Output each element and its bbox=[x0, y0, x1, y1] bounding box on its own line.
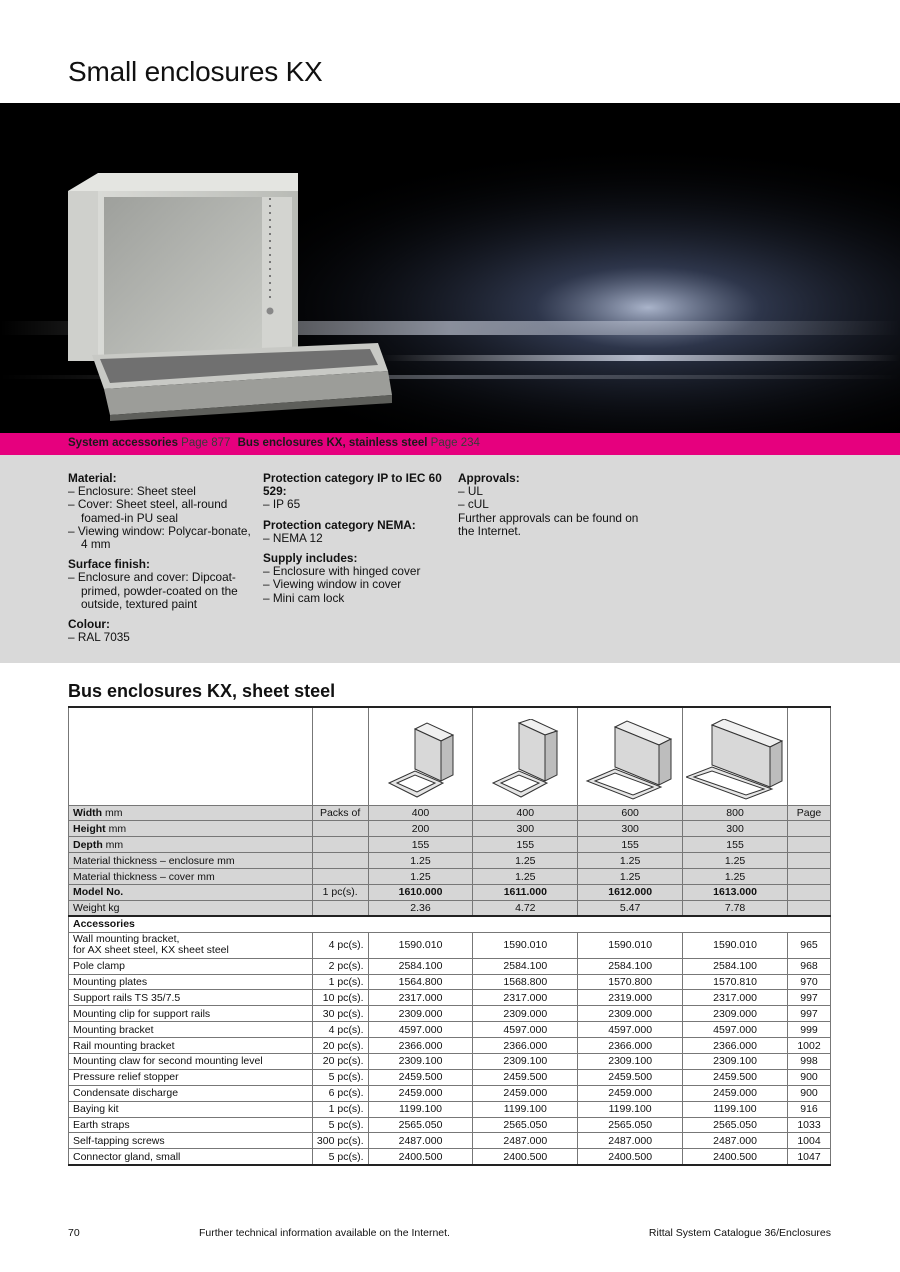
approvals-note: Further approvals can be found on the Internet. bbox=[458, 510, 639, 538]
supply-item: – Viewing window in cover bbox=[263, 577, 402, 592]
table-row-depth: Depth mm 155 155 155 155 bbox=[69, 837, 831, 853]
stainless-steel-page: Page 234 bbox=[430, 437, 480, 449]
ip-heading: Protection category IP to IEC 60 529: bbox=[263, 471, 442, 499]
nema-item: – NEMA 12 bbox=[263, 530, 323, 545]
table-row-width: Width mm Packs of 400 400 600 800 Page bbox=[69, 805, 831, 821]
specs-column-material bbox=[68, 472, 253, 644]
page-title: Small enclosures KX bbox=[68, 56, 323, 87]
footer-page-number: 70 bbox=[68, 1227, 80, 1239]
product-image-1610 bbox=[368, 707, 473, 805]
specifications-panel bbox=[0, 455, 900, 663]
table-row: Mounting plates 1 pc(s). 1564.800 1568.800 1570.800 1570.810 970 bbox=[69, 974, 831, 990]
surface-item: – Enclosure and cover: Dipcoat-primed, powder-coated on the outside, textured paint bbox=[68, 570, 238, 611]
table-row: Pressure relief stopper 5 pc(s). 2459.500 2459.500 2459.500 2459.500 900 bbox=[69, 1069, 831, 1085]
product-image-1613 bbox=[683, 707, 788, 805]
table-row-weight: Weight kg 2.36 4.72 5.47 7.78 bbox=[69, 900, 831, 916]
specs-column-approvals bbox=[458, 472, 643, 538]
colour-item: – RAL 7035 bbox=[68, 630, 130, 645]
product-hero-image bbox=[0, 103, 900, 433]
footer-center-text: Further technical information available on the Internet. bbox=[199, 1227, 450, 1239]
approvals-item: – cUL bbox=[458, 497, 489, 512]
product-table bbox=[68, 706, 831, 1166]
table-row: Connector gland, small 5 pc(s). 2400.500 2400.500 2400.500 2400.500 1047 bbox=[69, 1149, 831, 1165]
system-accessories-page: Page 877 bbox=[181, 437, 231, 449]
related-links-bar bbox=[0, 433, 900, 455]
footer-catalogue-name: Rittal System Catalogue 36/Enclosures bbox=[648, 1227, 831, 1239]
table-row: Rail mounting bracket 20 pc(s). 2366.000 2366.000 2366.000 2366.000 1002 bbox=[69, 1038, 831, 1054]
table-row-mt-enclosure: Material thickness – enclosure mm 1.25 1.25 1.25 1.25 bbox=[69, 853, 831, 869]
table-row: Mounting bracket 4 pc(s). 4597.000 4597.000 4597.000 4597.000 999 bbox=[69, 1022, 831, 1038]
table-row: Condensate discharge 6 pc(s). 2459.000 2459.000 2459.000 2459.000 900 bbox=[69, 1085, 831, 1101]
table-row: Self-tapping screws 300 pc(s). 2487.000 2487.000 2487.000 2487.000 1004 bbox=[69, 1133, 831, 1149]
section-title: Bus enclosures KX, sheet steel bbox=[68, 681, 336, 701]
surface-heading: Surface finish: bbox=[68, 557, 150, 572]
system-accessories-link[interactable]: System accessories bbox=[68, 437, 178, 449]
nema-heading: Protection category NEMA: bbox=[263, 517, 416, 532]
table-row: Mounting clip for support rails 30 pc(s). 2309.000 2309.000 2309.000 2309.000 997 bbox=[69, 1006, 831, 1022]
product-image-1611 bbox=[473, 707, 578, 805]
table-row: Earth straps 5 pc(s). 2565.050 2565.050 2565.050 2565.050 1033 bbox=[69, 1117, 831, 1133]
product-image-1612 bbox=[578, 707, 683, 805]
material-item: – Enclosure: Sheet steel bbox=[68, 484, 196, 499]
table-row-height: Height mm 200 300 300 300 bbox=[69, 821, 831, 837]
material-heading: Material: bbox=[68, 471, 117, 485]
table-row: Baying kit 1 pc(s). 1199.100 1199.100 1199.100 1199.100 916 bbox=[69, 1101, 831, 1117]
table-row-accessories-header: Accessories bbox=[69, 916, 831, 932]
table-row: Support rails TS 35/7.5 10 pc(s). 2317.000 2317.000 2319.000 2317.000 997 bbox=[69, 990, 831, 1006]
material-item: – Viewing window: Polycar-bonate, 4 mm bbox=[68, 523, 251, 552]
table-row-mt-cover: Material thickness – cover mm 1.25 1.25 1.25 1.25 bbox=[69, 869, 831, 885]
specs-column-protection bbox=[263, 472, 448, 605]
approvals-heading: Approvals: bbox=[458, 471, 520, 485]
table-row: Pole clamp 2 pc(s). 2584.100 2584.100 2584.100 2584.100 968 bbox=[69, 958, 831, 974]
supply-item: – Enclosure with hinged cover bbox=[263, 564, 421, 579]
stainless-steel-link[interactable]: Bus enclosures KX, stainless steel bbox=[237, 437, 428, 449]
approvals-item: – UL bbox=[458, 484, 483, 499]
supply-item: – Mini cam lock bbox=[263, 590, 345, 605]
material-item: – Cover: Sheet steel, all-round foamed-in PU seal bbox=[68, 497, 228, 525]
table-row: Mounting claw for second mounting level 20 pc(s). 2309.100 2309.100 2309.100 2309.100 998 bbox=[69, 1053, 831, 1069]
colour-heading: Colour: bbox=[68, 617, 110, 632]
table-row-model: Model No. 1 pc(s). 1610.000 1611.000 1612.000 1613.000 bbox=[69, 884, 831, 900]
ip-item: – IP 65 bbox=[263, 497, 301, 512]
table-row: Wall mounting bracket, for AX sheet steel, KX sheet steel 4 pc(s). 1590.010 1590.010 1590.010 1590.010 965 bbox=[69, 932, 831, 958]
supply-heading: Supply includes: bbox=[263, 551, 358, 566]
